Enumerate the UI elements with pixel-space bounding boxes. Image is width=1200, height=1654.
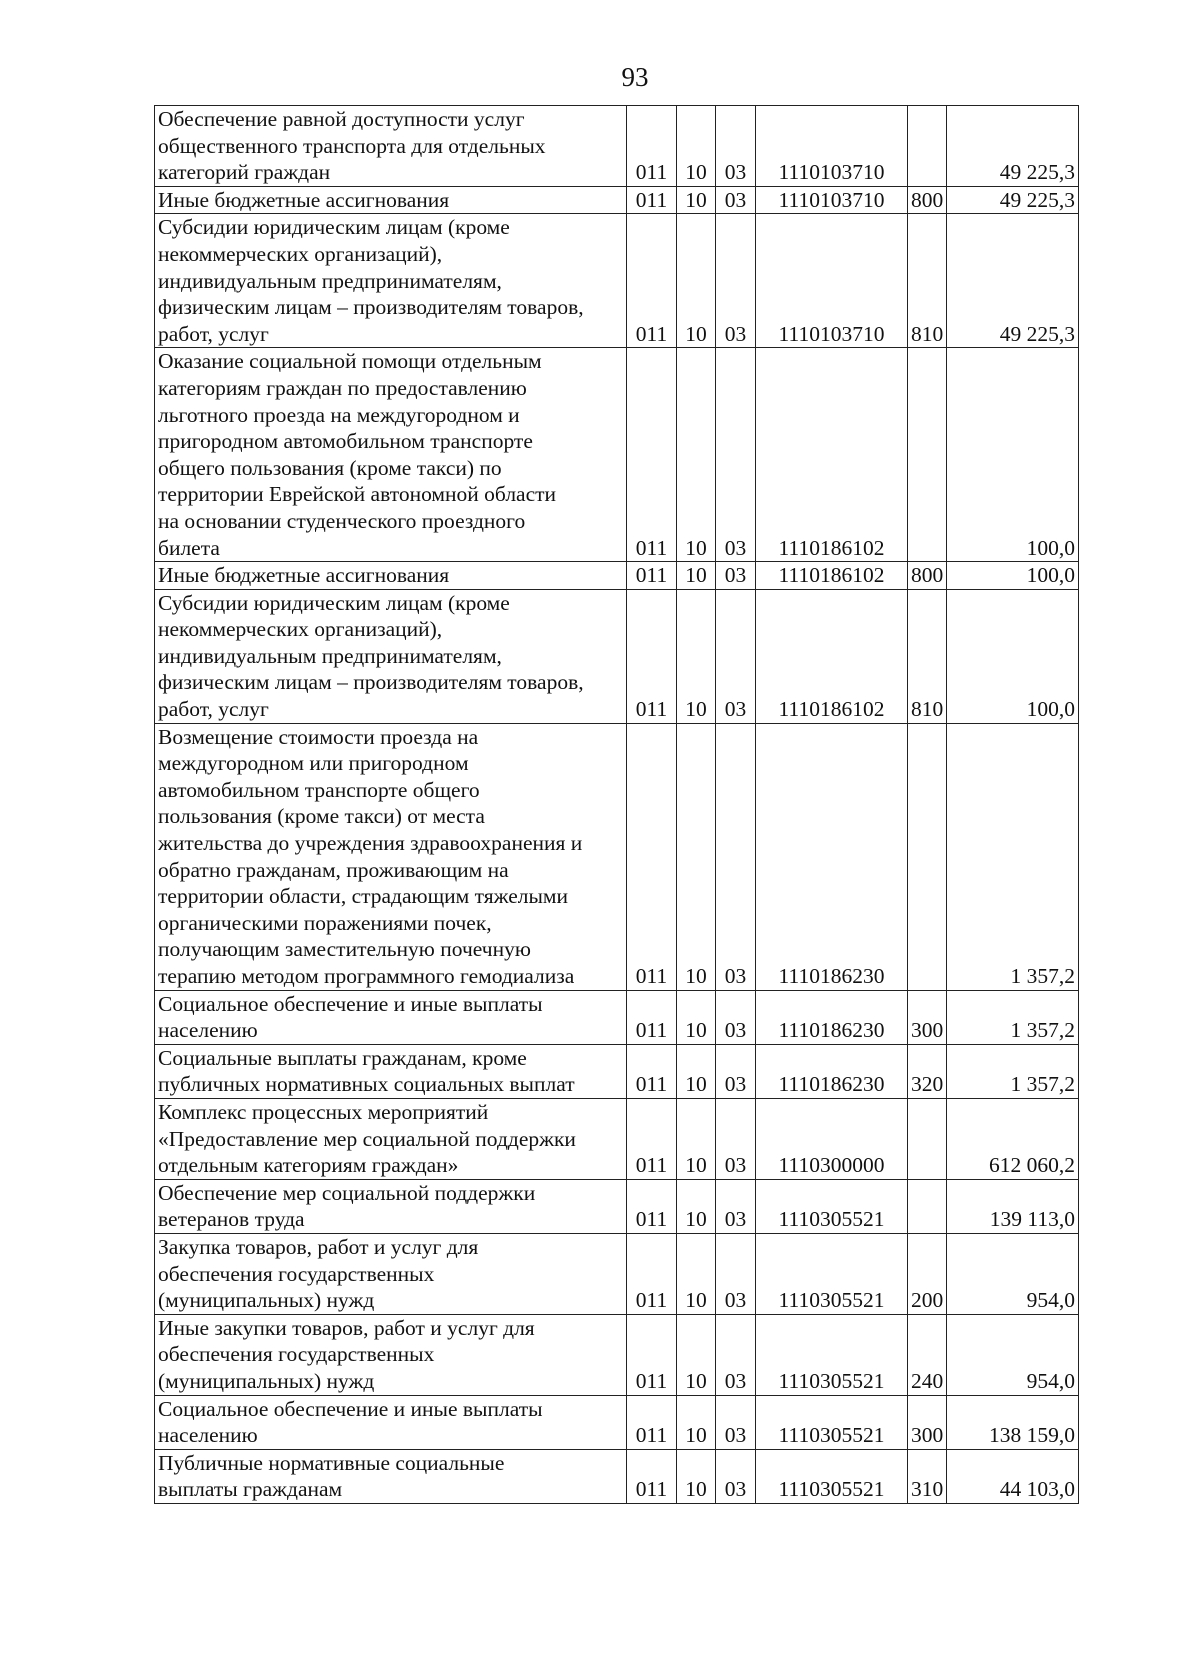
subsection-code: 03 xyxy=(716,1233,756,1314)
budget-table xyxy=(154,105,1079,1504)
row-name: Обеспечение равной доступности услуг общественного транспорта для отдельных категорий граждан xyxy=(155,106,627,187)
amount-value: 49 225,3 xyxy=(947,214,1079,348)
amount-value: 954,0 xyxy=(947,1233,1079,1314)
expense-type-code: 240 xyxy=(908,1314,947,1395)
subsection-code: 03 xyxy=(716,186,756,214)
ministry-code: 011 xyxy=(627,990,677,1044)
table-row xyxy=(155,562,1079,590)
ministry-code: 011 xyxy=(627,562,677,590)
row-name: Комплекс процессных мероприятий «Предоставление мер социальной поддержки отдельным категориям граждан» xyxy=(155,1098,627,1179)
ministry-code: 011 xyxy=(627,1314,677,1395)
section-code: 10 xyxy=(677,214,716,348)
page-number: 93 xyxy=(621,62,649,92)
target-article-code: 1110305521 xyxy=(756,1314,908,1395)
amount-value: 44 103,0 xyxy=(947,1449,1079,1503)
target-article-code: 1110186102 xyxy=(756,562,908,590)
table-row xyxy=(155,106,1079,187)
section-code: 10 xyxy=(677,1179,716,1233)
ministry-code: 011 xyxy=(627,106,677,187)
subsection-code: 03 xyxy=(716,348,756,562)
budget-table-body xyxy=(155,106,1079,1504)
table-row xyxy=(155,348,1079,562)
section-code: 10 xyxy=(677,1098,716,1179)
subsection-code: 03 xyxy=(716,1098,756,1179)
table-row xyxy=(155,990,1079,1044)
row-name: Возмещение стоимости проезда на междугородном или пригородном автомобильном транспорте общего пользования (кроме такси) от места жительства до учреждения здравоохранения и обратно гражданам, проживающим на территории области, страдающим тяжелыми органическими поражениями почек, получающим заместительную почечную терапию методом программного гемодиализа xyxy=(155,723,627,990)
target-article-code: 1110305521 xyxy=(756,1179,908,1233)
amount-value: 138 159,0 xyxy=(947,1395,1079,1449)
row-name: Социальные выплаты гражданам, кроме публичных нормативных социальных выплат xyxy=(155,1044,627,1098)
table-row xyxy=(155,1179,1079,1233)
row-name: Иные бюджетные ассигнования xyxy=(155,562,627,590)
row-name: Оказание социальной помощи отдельным категориям граждан по предоставлению льготного проезда на междугородном и пригородном автомобильном транспорте общего пользования (кроме такси) по территории Еврейской автономной области на основании студенческого проездного билета xyxy=(155,348,627,562)
amount-value: 49 225,3 xyxy=(947,186,1079,214)
ministry-code: 011 xyxy=(627,348,677,562)
expense-type-code: 320 xyxy=(908,1044,947,1098)
subsection-code: 03 xyxy=(716,589,756,723)
table-row xyxy=(155,1044,1079,1098)
subsection-code: 03 xyxy=(716,1179,756,1233)
target-article-code: 1110103710 xyxy=(756,186,908,214)
table-row xyxy=(155,1449,1079,1503)
ministry-code: 011 xyxy=(627,186,677,214)
subsection-code: 03 xyxy=(716,1449,756,1503)
table-row xyxy=(155,1314,1079,1395)
section-code: 10 xyxy=(677,723,716,990)
expense-type-code xyxy=(908,723,947,990)
table-row xyxy=(155,214,1079,348)
row-name: Публичные нормативные социальные выплаты гражданам xyxy=(155,1449,627,1503)
target-article-code: 1110300000 xyxy=(756,1098,908,1179)
ministry-code: 011 xyxy=(627,214,677,348)
target-article-code: 1110103710 xyxy=(756,214,908,348)
subsection-code: 03 xyxy=(716,214,756,348)
row-name: Субсидии юридическим лицам (кроме некоммерческих организаций), индивидуальным предпринимателям, физическим лицам – производителям товаров, работ, услуг xyxy=(155,589,627,723)
target-article-code: 1110186230 xyxy=(756,723,908,990)
ministry-code: 011 xyxy=(627,1179,677,1233)
expense-type-code xyxy=(908,1098,947,1179)
section-code: 10 xyxy=(677,186,716,214)
section-code: 10 xyxy=(677,1233,716,1314)
amount-value: 1 357,2 xyxy=(947,1044,1079,1098)
ministry-code: 011 xyxy=(627,1395,677,1449)
target-article-code: 1110186230 xyxy=(756,1044,908,1098)
ministry-code: 011 xyxy=(627,1098,677,1179)
section-code: 10 xyxy=(677,1449,716,1503)
target-article-code: 1110103710 xyxy=(756,106,908,187)
amount-value: 100,0 xyxy=(947,348,1079,562)
expense-type-code xyxy=(908,348,947,562)
amount-value: 100,0 xyxy=(947,589,1079,723)
expense-type-code: 800 xyxy=(908,562,947,590)
ministry-code: 011 xyxy=(627,1044,677,1098)
table-row xyxy=(155,723,1079,990)
target-article-code: 1110305521 xyxy=(756,1233,908,1314)
section-code: 10 xyxy=(677,1314,716,1395)
expense-type-code: 810 xyxy=(908,214,947,348)
expense-type-code: 810 xyxy=(908,589,947,723)
subsection-code: 03 xyxy=(716,723,756,990)
expense-type-code xyxy=(908,1179,947,1233)
table-row xyxy=(155,1098,1079,1179)
amount-value: 49 225,3 xyxy=(947,106,1079,187)
target-article-code: 1110186102 xyxy=(756,589,908,723)
expense-type-code: 310 xyxy=(908,1449,947,1503)
row-name: Субсидии юридическим лицам (кроме некоммерческих организаций), индивидуальным предпринимателям, физическим лицам – производителям товаров, работ, услуг xyxy=(155,214,627,348)
amount-value: 612 060,2 xyxy=(947,1098,1079,1179)
table-row xyxy=(155,186,1079,214)
section-code: 10 xyxy=(677,106,716,187)
section-code: 10 xyxy=(677,990,716,1044)
ministry-code: 011 xyxy=(627,1449,677,1503)
row-name: Социальное обеспечение и иные выплаты населению xyxy=(155,1395,627,1449)
table-row xyxy=(155,1395,1079,1449)
target-article-code: 1110186102 xyxy=(756,348,908,562)
section-code: 10 xyxy=(677,348,716,562)
subsection-code: 03 xyxy=(716,1395,756,1449)
row-name: Социальное обеспечение и иные выплаты населению xyxy=(155,990,627,1044)
expense-type-code: 300 xyxy=(908,990,947,1044)
amount-value: 1 357,2 xyxy=(947,990,1079,1044)
section-code: 10 xyxy=(677,1395,716,1449)
section-code: 10 xyxy=(677,1044,716,1098)
row-name: Обеспечение мер социальной поддержки ветеранов труда xyxy=(155,1179,627,1233)
subsection-code: 03 xyxy=(716,1314,756,1395)
expense-type-code: 200 xyxy=(908,1233,947,1314)
target-article-code: 1110305521 xyxy=(756,1449,908,1503)
section-code: 10 xyxy=(677,562,716,590)
ministry-code: 011 xyxy=(627,1233,677,1314)
amount-value: 100,0 xyxy=(947,562,1079,590)
subsection-code: 03 xyxy=(716,990,756,1044)
ministry-code: 011 xyxy=(627,723,677,990)
ministry-code: 011 xyxy=(627,589,677,723)
expense-type-code: 800 xyxy=(908,186,947,214)
table-row xyxy=(155,589,1079,723)
target-article-code: 1110186230 xyxy=(756,990,908,1044)
amount-value: 954,0 xyxy=(947,1314,1079,1395)
subsection-code: 03 xyxy=(716,106,756,187)
row-name: Иные закупки товаров, работ и услуг для обеспечения государственных (муниципальных) нужд xyxy=(155,1314,627,1395)
amount-value: 1 357,2 xyxy=(947,723,1079,990)
table-row xyxy=(155,1233,1079,1314)
row-name: Закупка товаров, работ и услуг для обеспечения государственных (муниципальных) нужд xyxy=(155,1233,627,1314)
target-article-code: 1110305521 xyxy=(756,1395,908,1449)
expense-type-code: 300 xyxy=(908,1395,947,1449)
expense-type-code xyxy=(908,106,947,187)
section-code: 10 xyxy=(677,589,716,723)
subsection-code: 03 xyxy=(716,562,756,590)
row-name: Иные бюджетные ассигнования xyxy=(155,186,627,214)
amount-value: 139 113,0 xyxy=(947,1179,1079,1233)
subsection-code: 03 xyxy=(716,1044,756,1098)
